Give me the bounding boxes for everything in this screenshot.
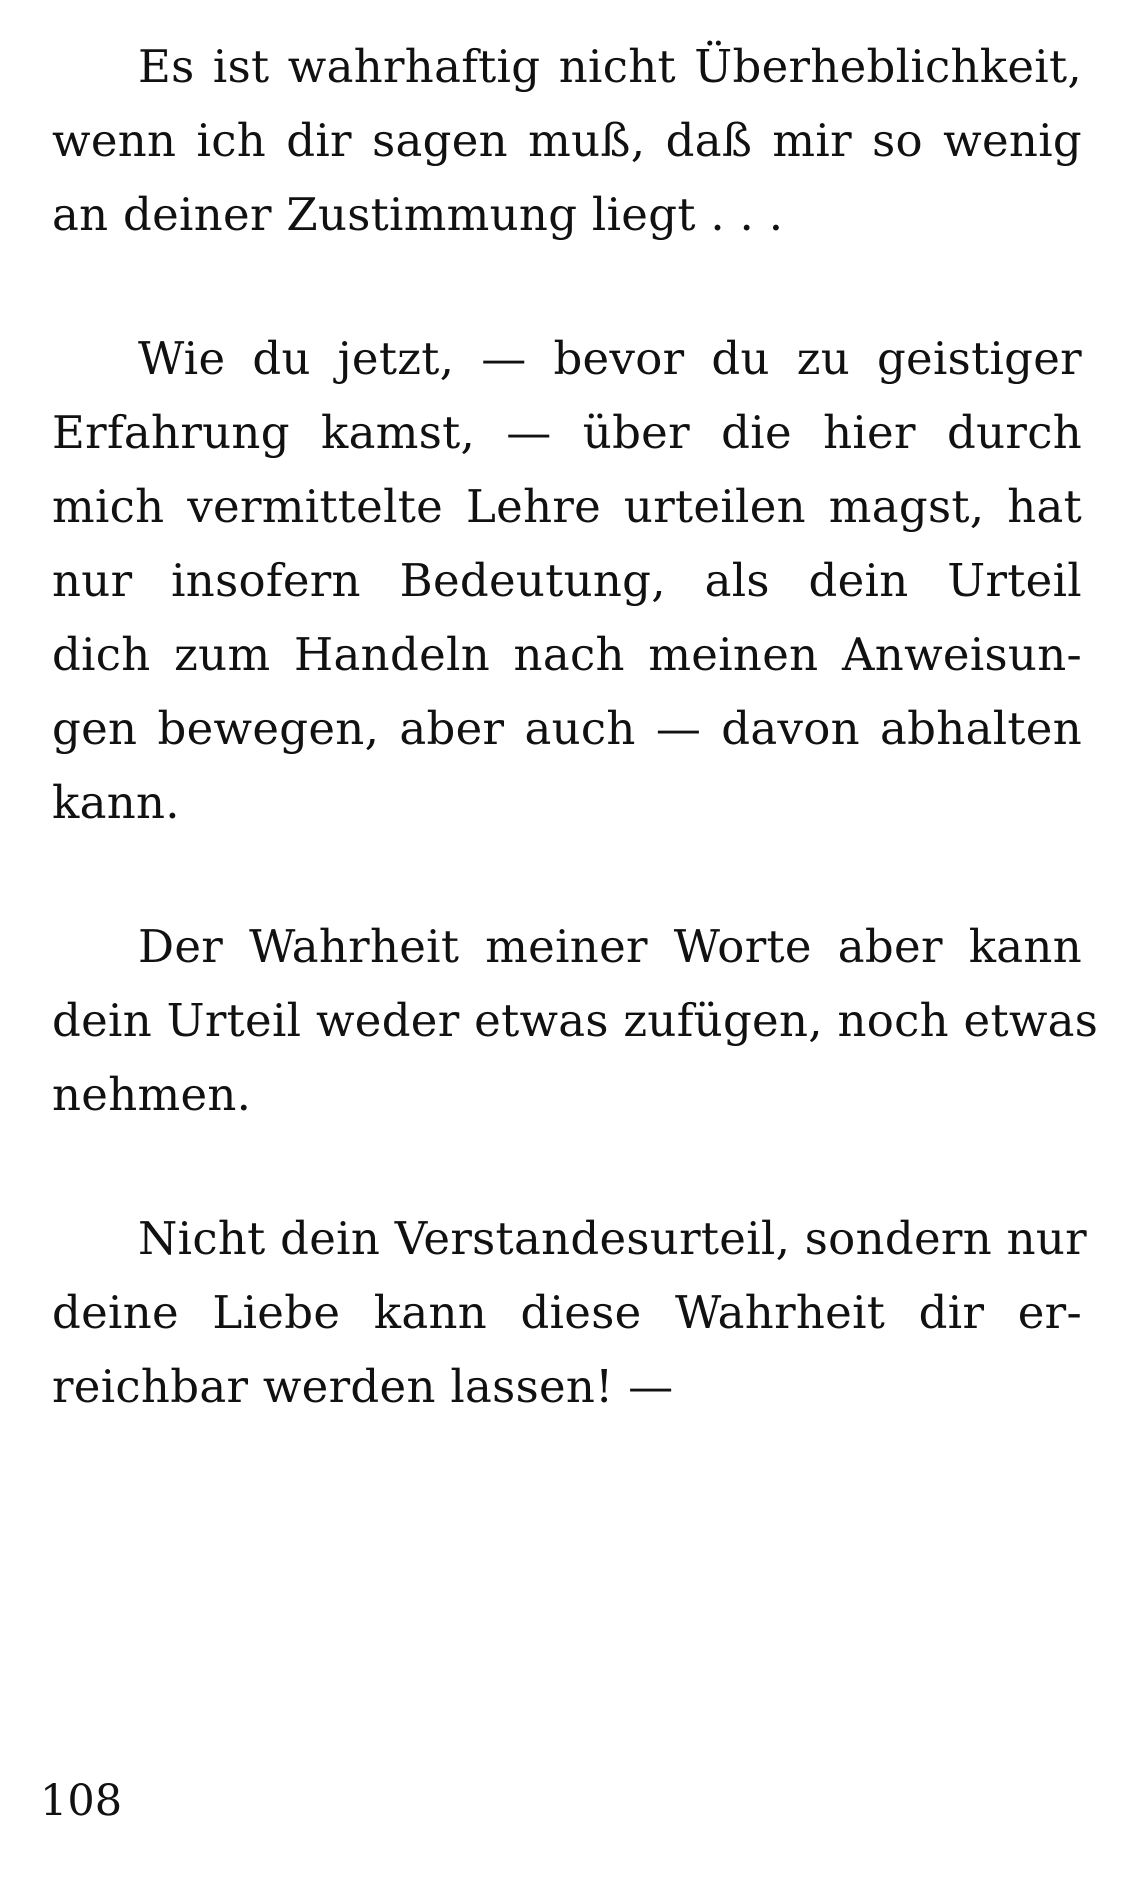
text-line: Erfahrung kamst, — über die hier durch <box>52 406 1082 459</box>
paragraph-3 <box>52 910 1099 1132</box>
text-line: Der Wahrheit meiner Worte aber kann <box>138 920 1082 973</box>
text-line: nur insofern Bedeutung, als dein Urteil <box>52 554 1082 607</box>
text-line: nehmen. <box>52 1068 252 1121</box>
paragraph-1 <box>52 30 1082 252</box>
text-line: Wie du jetzt, — bevor du zu geistiger <box>138 332 1082 385</box>
paragraph-4 <box>52 1202 1087 1424</box>
text-line: an deiner Zustimmung liegt . . . <box>52 188 784 241</box>
text-line: reichbar werden lassen! — <box>52 1360 674 1413</box>
body-text <box>52 30 1099 1494</box>
text-line: wenn ich dir sagen muß, daß mir so wenig <box>52 114 1082 167</box>
text-line: dein Urteil weder etwas zufügen, noch etwas <box>52 994 1099 1047</box>
text-line: kann. <box>52 776 180 829</box>
text-line: deine Liebe kann diese Wahrheit dir er- <box>52 1286 1082 1339</box>
page-number: 108 <box>40 1776 123 1826</box>
text-line: Nicht dein Verstandesurteil, sondern nur <box>138 1212 1087 1265</box>
text-line: mich vermittelte Lehre urteilen magst, hat <box>52 480 1082 533</box>
text-line: dich zum Handeln nach meinen Anweisun- <box>52 628 1082 681</box>
paragraph-2 <box>52 322 1082 840</box>
text-line: gen bewegen, aber auch — davon abhalten <box>52 702 1082 755</box>
text-line: Es ist wahrhaftig nicht Überheblichkeit, <box>138 40 1082 93</box>
